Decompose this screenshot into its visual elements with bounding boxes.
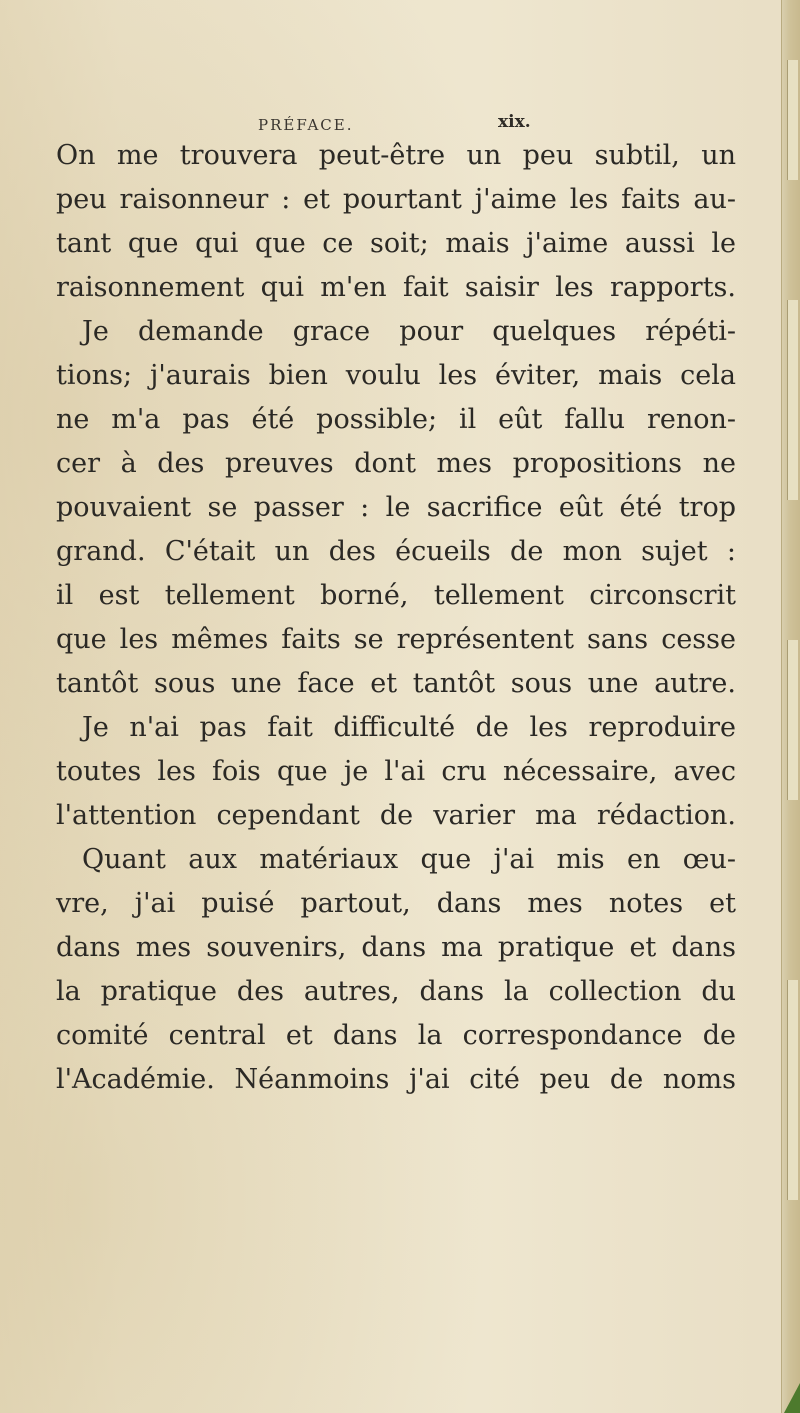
text-line: peu raisonneur : et pourtant j'aime les faits au- — [56, 184, 736, 215]
page-edge-tab — [787, 300, 798, 500]
text-line: On me trouvera peut-être un peu subtil, un — [56, 140, 736, 171]
corner-mark — [784, 1383, 800, 1413]
page-edge-tab — [787, 640, 798, 800]
text-line: tions; j'aurais bien voulu les éviter, mais cela — [56, 360, 736, 391]
text-line: Je demande grace pour quelques répéti- — [82, 316, 736, 347]
text-line: il est tellement borné, tellement circonscrit — [56, 580, 736, 611]
page-edge — [781, 0, 800, 1413]
text-line: tantôt sous une face et tantôt sous une autre. — [56, 668, 736, 699]
text-line: la pratique des autres, dans la collection du — [56, 976, 736, 1007]
body-text — [56, 134, 736, 1102]
page-number: xix. — [498, 112, 531, 132]
page-edge-tab — [787, 60, 798, 180]
text-line: pouvaient se passer : le sacrifice eût été trop — [56, 492, 736, 523]
text-line: que les mêmes faits se représentent sans cesse — [56, 624, 736, 655]
text-line: ne m'a pas été possible; il eût fallu renon- — [56, 404, 736, 435]
text-line: tant que qui que ce soit; mais j'aime aussi le — [56, 228, 736, 259]
text-line: raisonnement qui m'en fait saisir les rapports. — [56, 272, 736, 303]
text-line: dans mes souvenirs, dans ma pratique et dans — [56, 932, 736, 963]
text-line: vre, j'ai puisé partout, dans mes notes et — [56, 888, 736, 919]
text-line: toutes les fois que je l'ai cru nécessaire, avec — [56, 756, 736, 787]
text-line: Je n'ai pas fait difficulté de les reproduire — [82, 712, 736, 743]
text-line: comité central et dans la correspondance de — [56, 1020, 736, 1051]
running-title: PRÉFACE. — [258, 116, 354, 134]
text-line: l'attention cependant de varier ma rédaction. — [56, 800, 736, 831]
text-line: cer à des preuves dont mes propositions ne — [56, 448, 736, 479]
text-line: Quant aux matériaux que j'ai mis en œu- — [82, 844, 736, 875]
page-edge-tab — [787, 980, 798, 1200]
text-line: l'Académie. Néanmoins j'ai cité peu de noms — [56, 1064, 736, 1095]
text-line: grand. C'était un des écueils de mon sujet : — [56, 536, 736, 567]
